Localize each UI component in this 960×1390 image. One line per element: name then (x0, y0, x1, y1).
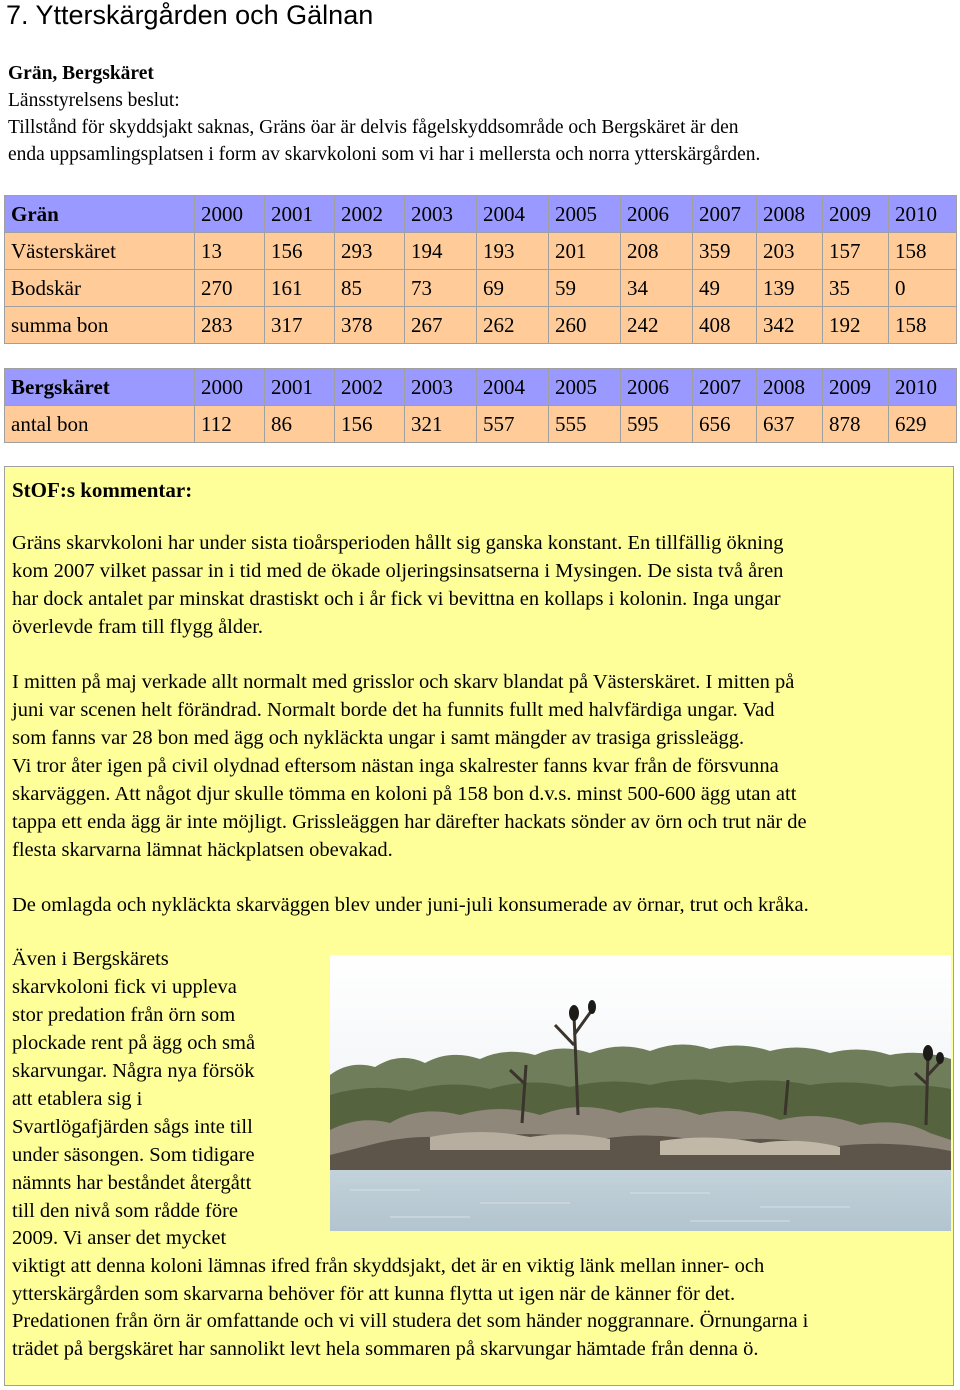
comment-line: nämnts har beståndet återgått (12, 1172, 252, 1194)
comment-line: Predationen från örn är omfattande och vi vill studera det som händer noggrannare. Örnungarna i (12, 1310, 809, 1332)
table-header-row (5, 196, 957, 233)
comment-line: som fanns var 28 bon med ägg och nykläckta ungar i samt mängder av trasiga grissleägg. (12, 727, 745, 749)
table-cell: 158 (889, 307, 957, 344)
table-cell: 201 (549, 233, 621, 270)
year-header: 2007 (693, 369, 757, 406)
comment-line: Svartlögafjärden sågs inte till (12, 1116, 253, 1138)
comment-line: trädet på bergskäret har sannolikt levt hela sommaren på skarvungar hämtade från denna ö. (12, 1338, 759, 1360)
comment-line: skarvungar. Några nya försök (12, 1060, 255, 1082)
table-cell: 0 (889, 270, 957, 307)
table-cell: 49 (693, 270, 757, 307)
table-cell: 321 (405, 406, 477, 443)
table-cell: 595 (621, 406, 693, 443)
year-header: 2004 (477, 369, 549, 406)
location-subtitle: Grän, Bergskäret (8, 63, 154, 84)
comment-line: viktigt att denna koloni lämnas ifred från skyddsjakt, det är en viktig länk mellan inner- och (12, 1255, 765, 1277)
table-cell: 73 (405, 270, 477, 307)
table-cell: 342 (757, 307, 823, 344)
island-photo (330, 955, 951, 1231)
comment-line: De omlagda och nykläckta skarväggen blev under juni-juli konsumerade av örnar, trut och kråka. (12, 894, 809, 916)
table-cell: 208 (621, 233, 693, 270)
row-label: Västerskäret (5, 233, 195, 270)
table-cell: 293 (335, 233, 405, 270)
table-cell: 158 (889, 233, 957, 270)
comment-line: flesta skarvarna lämnat häckplatsen obevakad. (12, 839, 393, 861)
year-header: 2006 (621, 196, 693, 233)
table-cell: 35 (823, 270, 889, 307)
table-cell: 283 (195, 307, 265, 344)
year-header: 2009 (823, 196, 889, 233)
year-header: 2002 (335, 196, 405, 233)
table-cell: 203 (757, 233, 823, 270)
year-header: 2000 (195, 369, 265, 406)
table-cell: 555 (549, 406, 621, 443)
table-header-label: Grän (5, 196, 195, 233)
comment-line: I mitten på maj verkade allt normalt med grisslor och skarv blandat på Västerskäret. I mitten på (12, 671, 795, 693)
row-label: summa bon (5, 307, 195, 344)
comment-title: StOF:s kommentar: (12, 478, 193, 502)
table-cell: 378 (335, 307, 405, 344)
table-header-row (5, 369, 957, 406)
intro-line: Länsstyrelsens beslut: (8, 90, 180, 111)
section-heading: 7. Ytterskärgården och Gälnan (6, 0, 374, 30)
year-header: 2010 (889, 369, 957, 406)
year-header: 2004 (477, 196, 549, 233)
table-cell: 156 (335, 406, 405, 443)
intro-block (8, 60, 953, 168)
table-cell: 629 (889, 406, 957, 443)
table-cell: 112 (195, 406, 265, 443)
intro-line: Tillstånd för skyddsjakt saknas, Gräns öar är delvis fågelskyddsområde och Bergskäret är den (8, 117, 739, 138)
table-cell: 270 (195, 270, 265, 307)
comment-line: plockade rent på ägg och små (12, 1032, 256, 1054)
year-header: 2001 (265, 196, 335, 233)
year-header: 2005 (549, 196, 621, 233)
year-header: 2006 (621, 369, 693, 406)
table-cell: 193 (477, 233, 549, 270)
year-header: 2003 (405, 369, 477, 406)
year-header: 2009 (823, 369, 889, 406)
table-cell: 194 (405, 233, 477, 270)
comment-line: under säsongen. Som tidigare (12, 1144, 255, 1166)
table-header-label: Bergskäret (5, 369, 195, 406)
comment-line: Även i Bergskärets (12, 948, 169, 970)
row-label: Bodskär (5, 270, 195, 307)
table-cell: 637 (757, 406, 823, 443)
table-row (5, 307, 957, 344)
bergskaret-nest-table (4, 368, 957, 443)
comment-line: kom 2007 vilket passar in i tid med de ökade oljeringsinsatserna i Mysingen. De sista två åren (12, 560, 784, 582)
year-header: 2001 (265, 369, 335, 406)
comment-line: skarvkoloni fick vi uppleva (12, 976, 237, 998)
table-row (5, 270, 957, 307)
table-cell: 85 (335, 270, 405, 307)
table-cell: 13 (195, 233, 265, 270)
table-cell: 86 (265, 406, 335, 443)
comment-line: har dock antalet par minskat drastiskt och i år fick vi bevittna en kollaps i kolonin. Inga ungar (12, 588, 781, 610)
table-cell: 59 (549, 270, 621, 307)
table-cell: 242 (621, 307, 693, 344)
comment-box (4, 466, 954, 1386)
island-photo-drawing (330, 955, 951, 1231)
table-cell: 260 (549, 307, 621, 344)
year-header: 2005 (549, 369, 621, 406)
table-cell: 157 (823, 233, 889, 270)
table-cell: 262 (477, 307, 549, 344)
comment-line: att etablera sig i (12, 1088, 143, 1110)
comment-line: 2009. Vi anser det mycket (12, 1227, 227, 1249)
table-cell: 878 (823, 406, 889, 443)
row-label: antal bon (5, 406, 195, 443)
table-cell: 156 (265, 233, 335, 270)
comment-line: skarväggen. Att något djur skulle tömma en koloni på 158 bon d.v.s. minst 500-600 ägg utan att (12, 783, 797, 805)
comment-line: stor predation från örn som (12, 1004, 236, 1026)
year-header: 2002 (335, 369, 405, 406)
gran-nest-table (4, 195, 957, 344)
year-header: 2007 (693, 196, 757, 233)
intro-line: enda uppsamlingsplatsen i form av skarvkoloni som vi har i mellersta och norra ytterskärgården. (8, 144, 761, 165)
year-header: 2010 (889, 196, 957, 233)
table-cell: 192 (823, 307, 889, 344)
table-cell: 317 (265, 307, 335, 344)
table-row (5, 406, 957, 443)
comment-line: juni var scenen helt förändrad. Normalt borde det ha funnits fullt med halvfärdiga ungar. Vad (12, 699, 775, 721)
year-header: 2008 (757, 196, 823, 233)
table-cell: 161 (265, 270, 335, 307)
comment-line: ytterskärgården som skarvarna behöver för att kunna flytta ut igen när de känner för det. (12, 1283, 736, 1305)
comment-line: tappa ett enda ägg är inte möjligt. Grissleäggen har därefter hackats sönder av örn och trut när de (12, 811, 807, 833)
table-cell: 34 (621, 270, 693, 307)
table-cell: 656 (693, 406, 757, 443)
table-cell: 139 (757, 270, 823, 307)
comment-line: Vi tror åter igen på civil olydnad eftersom nästan inga skalrester fanns kvar från de försvunna (12, 755, 779, 777)
comment-line: överlevde fram till flygg ålder. (12, 616, 264, 638)
table-cell: 408 (693, 307, 757, 344)
year-header: 2000 (195, 196, 265, 233)
table-cell: 69 (477, 270, 549, 307)
year-header: 2003 (405, 196, 477, 233)
table-row (5, 233, 957, 270)
table-cell: 267 (405, 307, 477, 344)
comment-line: Gräns skarvkoloni har under sista tioårsperioden hållt sig ganska konstant. En tillfällig ökning (12, 532, 784, 554)
table-cell: 557 (477, 406, 549, 443)
table-cell: 359 (693, 233, 757, 270)
year-header: 2008 (757, 369, 823, 406)
comment-line: till den nivå som rådde före (12, 1200, 239, 1222)
